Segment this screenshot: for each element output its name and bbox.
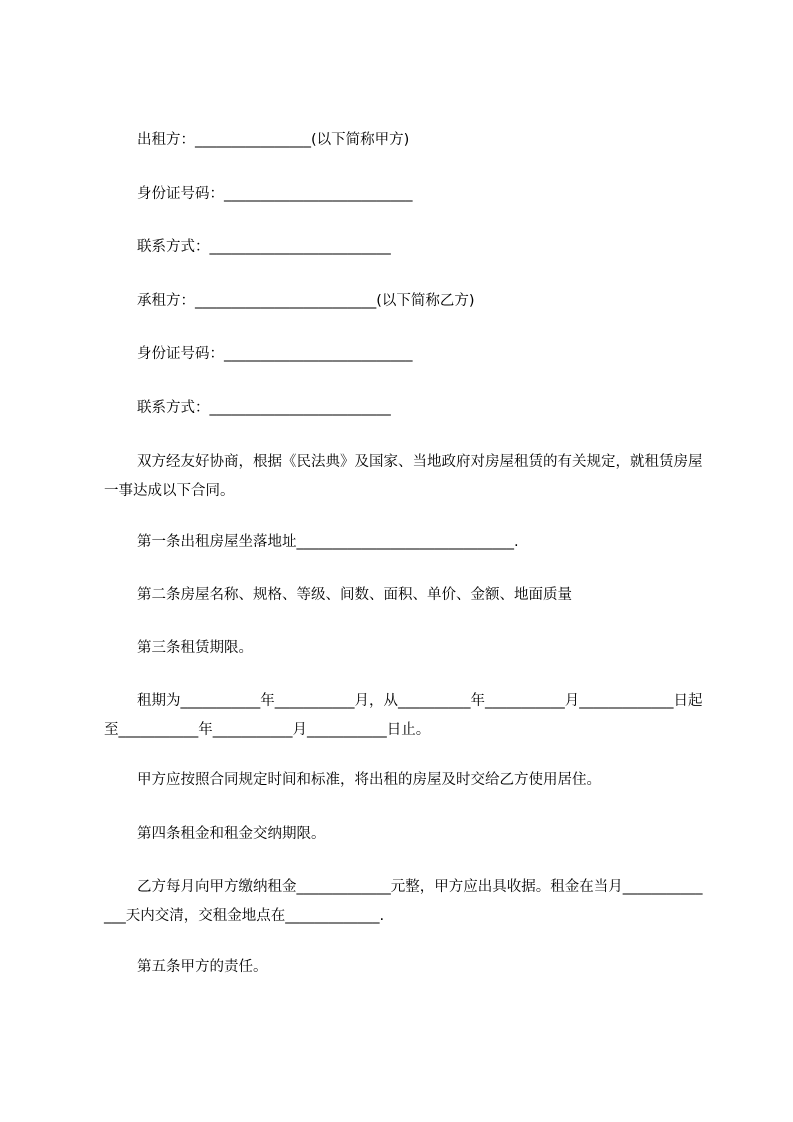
lessor-id-label: 身份证号码： — [137, 186, 224, 202]
term-text: 租期为___________年___________月，从__________年___________月_____________日起至___________年___________月___________日止。 — [104, 693, 703, 738]
lessee-id-label: 身份证号码： — [137, 346, 224, 362]
lessee-contact-line — [137, 398, 391, 418]
article-4: 第四条租金和租金交纳期限。 — [137, 826, 326, 842]
lessor-id-line — [137, 184, 413, 204]
handover-paragraph: 甲方应按照合同规定时间和标准，将出租的房屋及时交给乙方使用居住。 — [137, 772, 601, 788]
lessor-blank: ________________ — [195, 132, 311, 148]
intro-text: 双方经友好协商，根据《民法典》及国家、当地政府对房屋租赁的有关规定，就租赁房屋一事达成以下合同。 — [104, 454, 703, 499]
article-2: 第二条房屋名称、规格、等级、间数、面积、单价、金额、地面质量 — [137, 587, 572, 603]
lessee-line — [137, 291, 475, 311]
intro-paragraph — [104, 448, 704, 506]
lessor-contact-line — [137, 237, 391, 257]
lessor-line — [137, 130, 409, 150]
term-paragraph — [104, 687, 704, 745]
lessee-label: 承租方： — [137, 293, 195, 309]
article-1: 第一条出租房屋坐落地址______________________________. — [137, 534, 519, 550]
lessor-label: 出租方： — [137, 132, 195, 148]
lessee-suffix: (以下简称乙方) — [376, 293, 475, 309]
article-3: 第三条租赁期限。 — [137, 640, 253, 656]
rent-text: 乙方每月向甲方缴纳租金_____________元整，甲方应出具收据。租金在当月______________天内交清，交租金地点在_____________. — [104, 879, 703, 924]
lessor-contact-label: 联系方式： — [137, 239, 210, 255]
lessor-id-blank: __________________________ — [224, 186, 413, 202]
lessee-id-blank: __________________________ — [224, 346, 413, 362]
rent-paragraph — [104, 873, 704, 931]
lessee-contact-blank: _________________________ — [209, 400, 391, 416]
lessor-contact-blank: _________________________ — [209, 239, 391, 255]
lessee-contact-label: 联系方式： — [137, 400, 210, 416]
lessee-blank: _________________________ — [195, 293, 377, 309]
lessor-suffix: (以下简称甲方) — [311, 132, 410, 148]
lessee-id-line — [137, 344, 413, 364]
article-5: 第五条甲方的责任。 — [137, 959, 268, 975]
